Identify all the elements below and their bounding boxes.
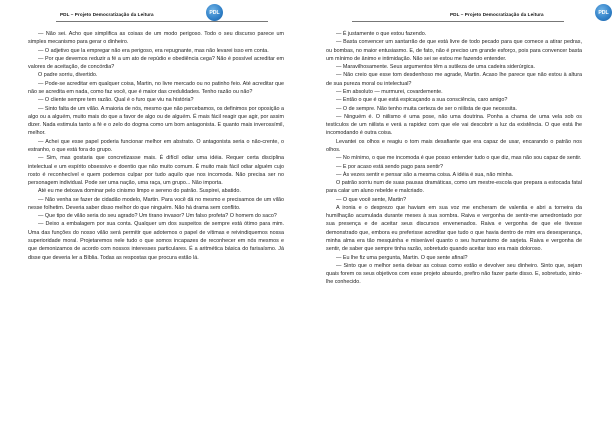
paragraph: Até eu me deixava dominar pelo cinismo limpo e sereno do patrão. Suspirei, abatido. xyxy=(38,188,241,195)
right-page xyxy=(300,0,609,424)
left-header-title: PDL – Projeto Democratização da Leitura xyxy=(60,12,154,17)
right-header-title: PDL – Projeto Democratização da Leitura xyxy=(450,12,544,17)
paragraph: — Sim, mas gostaria que concretizasse mais. É difícil odiar uma idéia. Requer certa disciplina intelectual e um espírito obsessivo e doentio que não muito comum. É muito mais fácil odiar alguém cujo rosto é reconhecível e quem podemos culpar por tudo aquilo que nos incomoda. Não precisa ser no personagem individual. Pode ser uma nação, uma raça, um grupo... Não importa. xyxy=(28,155,284,187)
right-page-body xyxy=(326,30,582,287)
paragraph: — Sinto falta de um vilão. A maioria de nós, mesmo que não percebamos, os definimos por oposição a algo ou a alguém, muito mais do que a favor de algo ou de alguém. É mais fácil reagir que agir, por assim dizer. Nada estimula tanto a fé e o zelo do dogma como um bom antagonista. E quanto mais inverossímil, melhor. xyxy=(28,105,284,137)
paragraph: — Maravilhosamente. Seus argumentos têm a sutileza de uma cadeira siderúrgica. xyxy=(336,64,535,71)
paragraph: — Não venha se fazer de cidadão modelo, Martin. Para você dá no mesmo e precisamos de um vilão nesse folhetim. Deveria saber disso melhor do que ninguém. Não há drama sem conflito. xyxy=(28,196,284,211)
left-logo-text: PDL xyxy=(209,9,220,16)
paragraph: A ironia e o desprezo que haviam em sua voz me encheram de valentia e abri a torneira da humilhação acumulada durante meses à sua sombra. Raiva e vergonha de sentir-me amedrontado por sua presença e de aceitar seus discursos envenenados. Raiva e vergonha de que ele tivesse demonstrado que, embora eu preferisse acreditar que tudo o que havia dentro de mim era desesperança, minha alma era tão mesquinha e miserável quanto o seu humanismo de sarjeta. Raiva e vergonha de sentir, de saber que sempre tinha razão, sobretudo quando aceitar isso era mais doloroso. xyxy=(326,204,582,253)
paragraph: — No mínimo, o que me incomoda é que posso entender tudo o que diz, mas não sou capaz de sentir. xyxy=(336,155,582,162)
pdl-logo-icon xyxy=(206,4,223,21)
paragraph: — Ninguém é. O niilismo é uma pose, não uma doutrina. Ponha a chama de uma vela sob os testículos de um niilista e verá a rapidez com que ele vai descobrir a luz da existência. O que está lhe incomodando é outra coisa. xyxy=(326,113,582,137)
paragraph: — Por que devemos reduzir a fé a um ato de repúdio e obediência cega? Não é possível acreditar em valores de aceitação, de concórdia? xyxy=(28,55,284,71)
left-page-header xyxy=(28,0,284,26)
left-header-rule xyxy=(56,21,268,22)
paragraph: — Deixo a embalagem por sua conta. Qualquer um dos suspeitos de sempre está ótimo para mim. Uma das funções do nosso vilão será permitir que adotemos o papel de vítimas e reivindiquemos nossa superioridade moral. Projetaremos nele tudo o que somos incapazes de reconhecer em nós mesmos e que demonizamos de acordo com nossos interesses particulares. É a aritmética básica do farisaísmo. Já disse que deveria ler a Bíblia. Todas as respostas que procura estão lá. xyxy=(28,221,284,261)
paragraph: — Às vezes sentir e pensar são a mesma coisa. A idéia é sua, não minha. xyxy=(336,171,514,178)
paragraph: — Não sei. Acho que simplifica as coisas de um modo perigoso. Todo o seu discurso parece um simples mecanismo para gerar o dinheiro. xyxy=(28,31,284,46)
right-header-rule xyxy=(352,21,564,22)
paragraph: — Basta convencer um santarrão de que está livre de todo pecado para que comece a atirar pedras, ou bombas, no maior entusiasmo. E, de fato, não é preciso um grande esforço, pois para convencer basta um mínimo de ânimo e intimidação. Não sei se estou me fazendo entender. xyxy=(326,39,582,62)
paragraph: — O cliente sempre tem razão. Qual é o furo que viu na história? xyxy=(38,97,194,104)
left-page-body xyxy=(28,30,284,262)
paragraph: O patrão sorriu num de suas pausas dramáticas, como um mestre-escola que prepara a estocada fatal para calar um aluno rebelde e malcriado. xyxy=(326,180,582,195)
paragraph: — O de sempre. Não tenho muita certeza de ser o niilista de que necessita. xyxy=(336,105,517,112)
paragraph: — Sinto que o melhor seria deixar as coisas como estão e devolver seu dinheiro. Sinto que, sejam quais forem os seus objetivos com esse projeto absurdo, prefiro não fazer parte disso. E, sobretudo, sinto-lhe conhecido. xyxy=(326,262,582,286)
pdl-logo-icon xyxy=(595,4,612,21)
paragraph: — E por acaso está sendo pago para sentir? xyxy=(336,163,443,170)
paragraph: — Pode-se acreditar em qualquer coisa, Martin, no livre mercado ou no patinho feio. Até acreditar que não se acredita em nada, como faz você, que é maior das credulidades. Tenho razão ou não? xyxy=(28,80,284,95)
right-page-header xyxy=(326,0,609,26)
paragraph: — Então o que é que está espicaçando a sua consciência, caro amigo? xyxy=(336,97,508,104)
paragraph: O padre sorriu, divertido. xyxy=(38,72,98,79)
paragraph: — Que tipo de vilão seria do seu agrado? Um tirano invasor? Um falso profeta? O homem do saco? xyxy=(38,213,277,220)
paragraph: — Achei que esse papel poderia funcionar melhor em abstrato. O antagonista seria o não-crente, o estranho, o que está fora do grupo. xyxy=(28,138,284,153)
paragraph: — Eu lhe fiz uma pergunta, Martin. O que sente afinal? xyxy=(336,254,468,261)
paragraph: — É justamente o que estou fazendo. xyxy=(336,31,427,37)
paragraph: — O que você sente, Martin? xyxy=(336,196,407,203)
paragraph: — O adjetivo que la empregar não era perigoso, era repugnante, mas não levarei isso em conta. xyxy=(38,47,269,54)
paragraph: — Em absoluto — murmurei, covardemente. xyxy=(336,88,443,95)
right-logo-text: PDL xyxy=(598,9,609,16)
left-page xyxy=(0,0,300,424)
paragraph: — Não creio que esse tom desdenhoso me agrade, Martin. Acaso lhe parece que não estou à altura de sua pureza moral ou intelectual? xyxy=(326,72,582,87)
paragraph: Levantei os olhos e reagiu o tom mais desafiante que era capaz de usar, encarando o patrão nos olhos. xyxy=(326,138,582,153)
